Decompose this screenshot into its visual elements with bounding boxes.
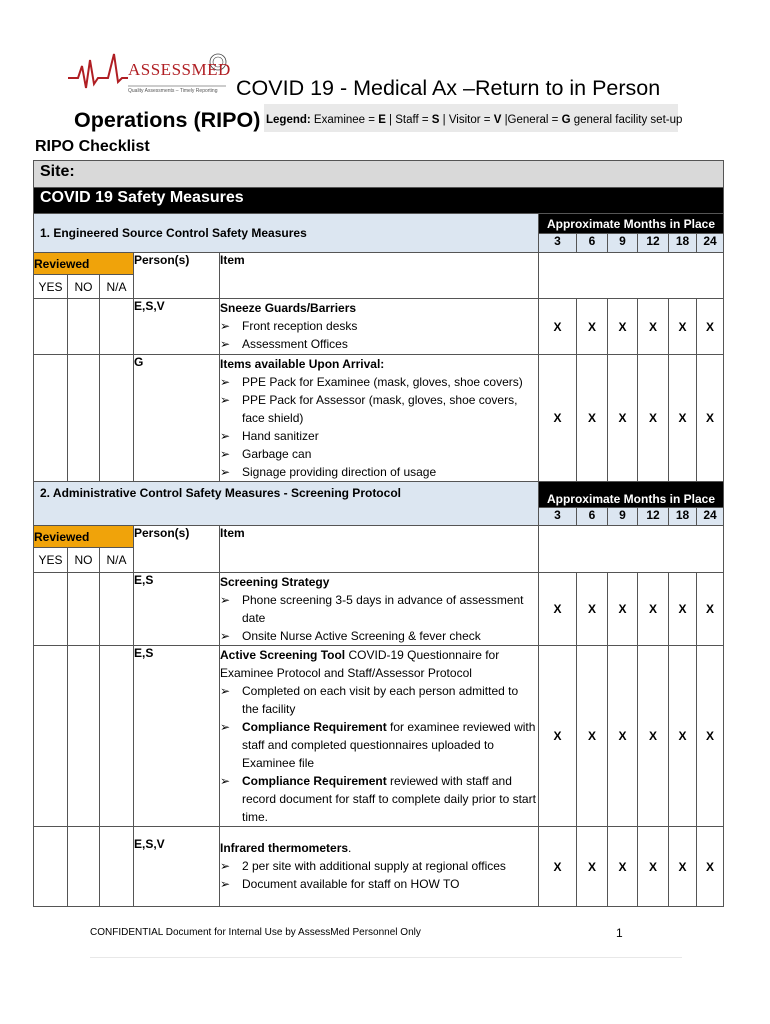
month-3: 3 [539,508,577,526]
month-18: 18 [669,234,697,253]
item-cell: Infrared thermometers. ➢ 2 per site with additional supply at regional offices ➢ Document available for staff on HOW TO [220,827,539,907]
x-mark: X [669,299,697,355]
table-row [34,355,724,482]
yes-checkbox[interactable] [34,646,68,827]
yes-checkbox[interactable] [34,355,68,482]
table-row [34,573,724,646]
item-cell [220,355,539,482]
bullet-item: ➢ 2 per site with additional supply at regional offices [220,859,506,873]
x-mark: X [577,573,608,646]
yes-checkbox[interactable] [34,299,68,355]
x-mark: X [638,646,669,827]
legend-box [264,104,683,132]
arrow-bullet-icon: ➢ [220,447,231,461]
page-number: 1 [616,926,623,940]
bullet-item: ➢ Signage providing direction of usage [220,465,437,479]
month-3: 3 [539,234,577,253]
approx-months-label: Approximate Months in Place [539,214,724,234]
approx-months-label: Approximate Months in Place [539,482,724,508]
arrow-bullet-icon: ➢ [220,337,231,351]
checklist-table-2 [33,481,724,907]
x-mark: X [539,827,577,907]
na-header: N/A [100,548,134,573]
checklist-label: RIPO Checklist [35,138,150,155]
bullet-item: ➢ Garbage can [220,447,312,461]
arrow-bullet-icon: ➢ [220,465,231,479]
x-mark: X [638,355,669,482]
x-mark: X [669,355,697,482]
checklist-table-1 [33,160,724,482]
persons-cell: E,S [134,646,220,827]
arrow-bullet-icon: ➢ [220,720,231,734]
x-mark: X [697,827,724,907]
arrow-bullet-icon: ➢ [220,319,231,333]
confidential-footer: CONFIDENTIAL Document for Internal Use by AssessMed Personnel Only [90,927,421,938]
arrow-bullet-icon: ➢ [220,375,231,389]
section-2-title: 2. Administrative Control Safety Measures - Screening Protocol [34,482,539,526]
x-mark: X [539,355,577,482]
bullet-item: ➢ Front reception desks [220,319,358,333]
site-row [34,161,724,188]
persons-cell: E,S,V [134,827,220,907]
month-9: 9 [608,508,638,526]
month-18: 18 [669,508,697,526]
month-6: 6 [577,234,608,253]
bullet-item: ➢ Compliance Requirement reviewed with staff and record document for staff to complete daily prior to start time. [220,774,536,824]
month-9: 9 [608,234,638,253]
arrow-bullet-icon: ➢ [220,393,231,407]
logo-brand: ASSESSMED [128,60,231,79]
no-checkbox[interactable] [68,646,100,827]
safety-measures-banner: COVID 19 Safety Measures [34,188,724,214]
logo-tagline: Quality Assessments – Timely Reporting [128,88,218,94]
persons-cell: E,S [134,573,220,646]
item-heading: Infrared thermometers [220,841,349,855]
bullet-item: ➢ PPE Pack for Assessor (mask, gloves, shoe covers, face shield) [220,393,518,425]
no-header: NO [68,548,100,573]
document-title-line1: COVID 19 - Medical Ax –Return to in Person [236,76,661,100]
no-checkbox[interactable] [68,573,100,646]
persons-header: Person(s) [134,253,220,299]
banner-row [34,188,724,214]
x-mark: X [697,355,724,482]
x-mark: X [608,646,638,827]
na-checkbox[interactable] [100,646,134,827]
bullet-item: ➢ Phone screening 3-5 days in advance of assessment date [220,593,524,625]
arrow-bullet-icon: ➢ [220,429,231,443]
reviewed-header: Reviewed [34,526,134,548]
no-checkbox[interactable] [68,827,100,907]
x-mark: X [577,299,608,355]
no-checkbox[interactable] [68,299,100,355]
na-checkbox[interactable] [100,573,134,646]
item-heading: Items available Upon Arrival: [220,357,385,371]
item-cell [220,299,539,355]
x-mark: X [669,646,697,827]
reviewed-header: Reviewed [34,253,134,275]
persons-cell: E,S,V [134,299,220,355]
x-mark: X [697,646,724,827]
item-cell [220,573,539,646]
item-heading: Active Screening Tool [220,648,346,662]
arrow-bullet-icon: ➢ [220,684,231,698]
site-label: Site: [34,161,724,188]
bullet-item: ➢ PPE Pack for Examinee (mask, gloves, shoe covers) [220,375,523,389]
table-row [34,299,724,355]
item-heading: Sneeze Guards/Barriers [220,301,357,315]
bullet-item: ➢ Completed on each visit by each person admitted to the facility [220,684,519,716]
x-mark: X [539,299,577,355]
arrow-bullet-icon: ➢ [220,774,231,788]
document-title-line2: Operations (RIPO) [74,108,261,132]
month-12: 12 [638,234,669,253]
x-mark: X [608,573,638,646]
month-24: 24 [697,234,724,253]
x-mark: X [608,299,638,355]
arrow-bullet-icon: ➢ [220,593,231,607]
bullet-item: ➢ Hand sanitizer [220,429,319,443]
assessmed-logo [68,48,236,100]
item-cell: Active Screening Tool COVID-19 Questionnaire for Examinee Protocol and Staff/Assessor Protocol ➢ Completed on each visit by each person admitted to the facility ➢ Compliance Requirement for examinee reviewed with staff and completed questionnaires uploaded to Examinee file ➢ Compliance Requirement reviewed with staff and record document for staff to complete daily prior to start time. [220,646,539,827]
x-mark: X [577,827,608,907]
month-24: 24 [697,508,724,526]
yes-header: YES [34,548,68,573]
bullet-item: ➢ Assessment Offices [220,337,348,351]
yes-checkbox[interactable] [34,573,68,646]
month-12: 12 [638,508,669,526]
footer-divider [90,957,682,958]
x-mark: X [608,355,638,482]
x-mark: X [638,299,669,355]
persons-cell: G [134,355,220,482]
arrow-bullet-icon: ➢ [220,877,231,891]
arrow-bullet-icon: ➢ [220,629,231,643]
na-checkbox[interactable] [100,299,134,355]
month-6: 6 [577,508,608,526]
x-mark: X [608,827,638,907]
x-mark: X [539,573,577,646]
x-mark: X [638,573,669,646]
x-mark: X [697,573,724,646]
table-row [34,827,724,907]
x-mark: X [577,646,608,827]
bullet-item: ➢ Compliance Requirement for examinee reviewed with staff and completed questionnaires uploaded to Examinee file [220,720,536,770]
no-header: NO [68,275,100,299]
months-spacer [539,526,724,573]
x-mark: X [669,827,697,907]
x-mark: X [669,573,697,646]
x-mark: X [577,355,608,482]
section-1-title: 1. Engineered Source Control Safety Measures [34,214,539,253]
x-mark: X [697,299,724,355]
item-heading: Screening Strategy [220,575,330,589]
na-checkbox[interactable] [100,827,134,907]
na-checkbox[interactable] [100,355,134,482]
item-header: Item [220,253,539,299]
yes-checkbox[interactable] [34,827,68,907]
na-header: N/A [100,275,134,299]
arrow-bullet-icon: ➢ [220,859,231,873]
table-row [34,646,724,827]
x-mark: X [638,827,669,907]
legend-text: Legend: Examinee = E | Staff = S | Visitor = V |General = G general facility set-up [266,114,683,126]
x-mark: X [539,646,577,827]
bullet-item: ➢ Document available for staff on HOW TO [220,877,460,891]
yes-header: YES [34,275,68,299]
item-header: Item [220,526,539,573]
bullet-item: ➢ Onsite Nurse Active Screening & fever check [220,629,481,643]
months-spacer [539,253,724,299]
no-checkbox[interactable] [68,355,100,482]
persons-header: Person(s) [134,526,220,573]
